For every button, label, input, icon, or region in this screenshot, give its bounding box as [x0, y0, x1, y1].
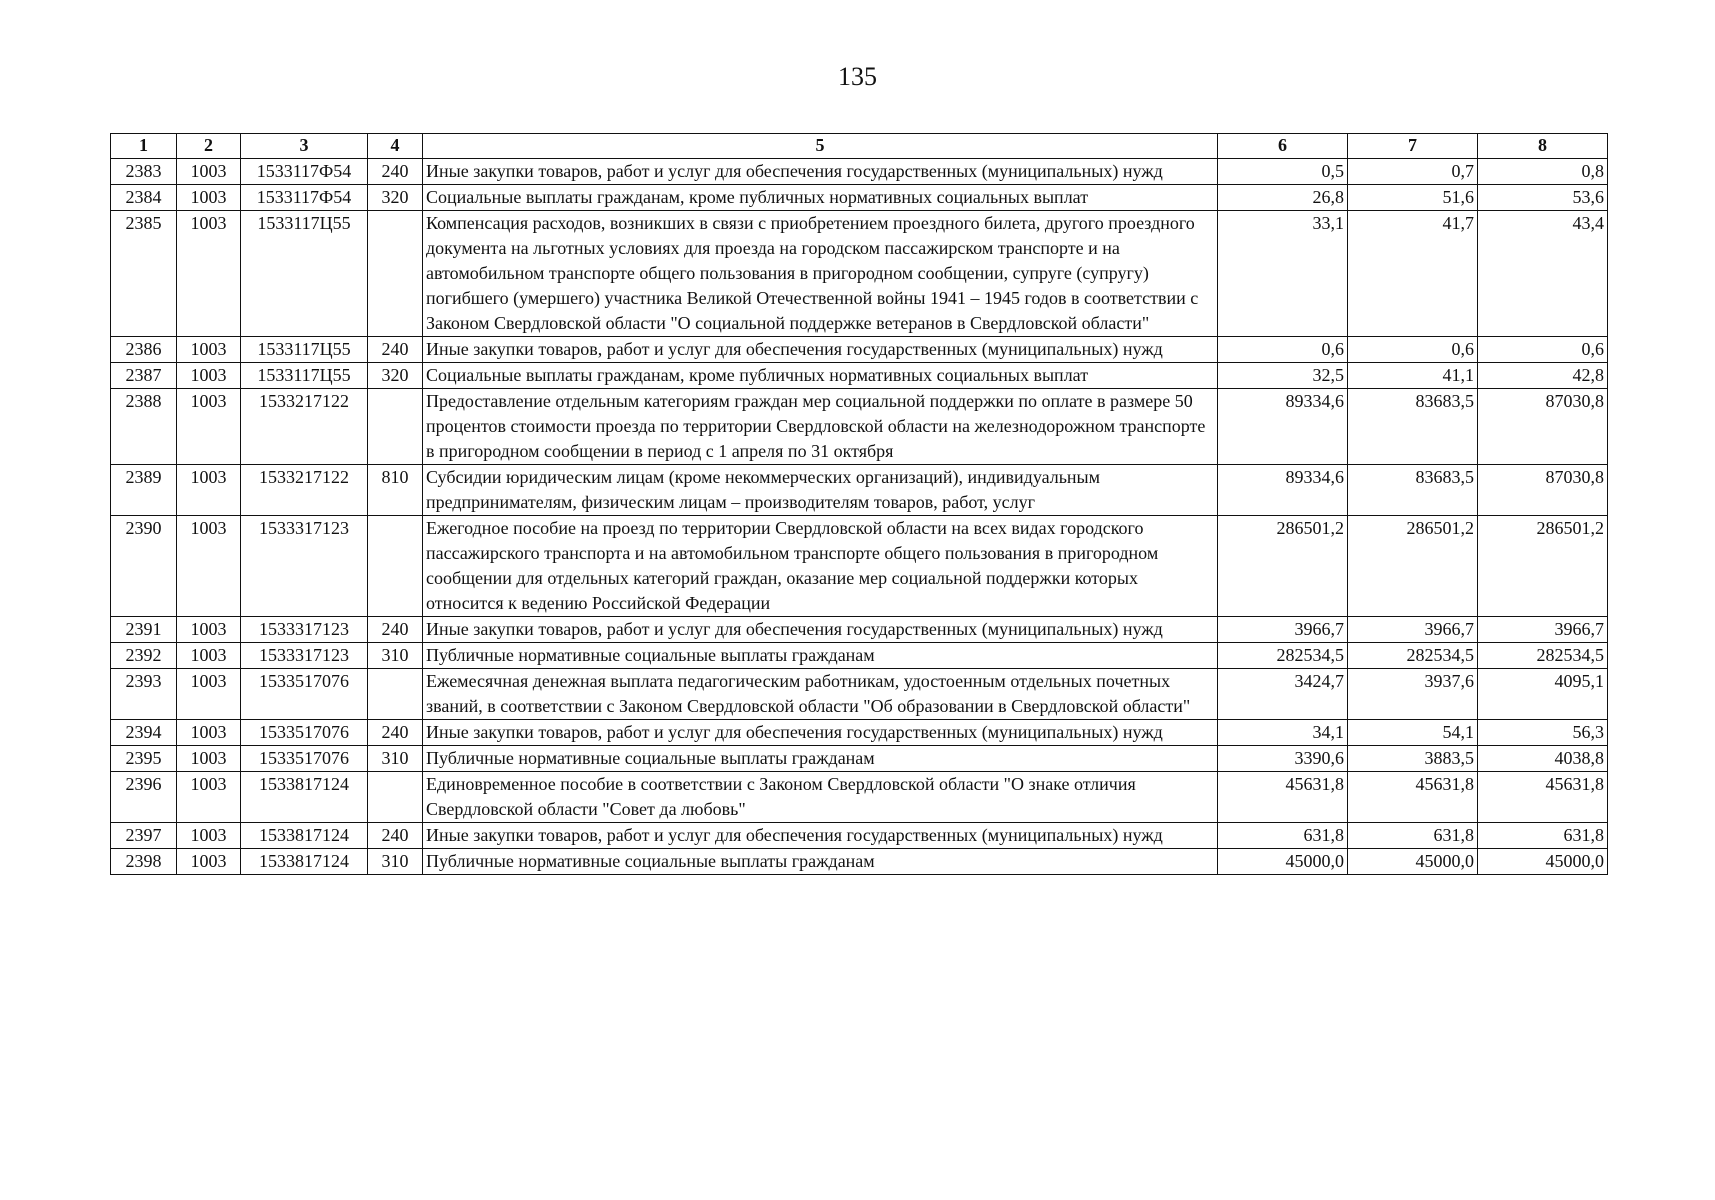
expense-type-cell: 310: [368, 849, 423, 875]
section-code-cell: 1003: [177, 720, 241, 746]
target-code-cell: 1533117Ф54: [241, 185, 368, 211]
row-number-cell: 2388: [111, 389, 177, 465]
amount-col7-cell: 0,7: [1348, 159, 1478, 185]
amount-col8-cell: 286501,2: [1478, 516, 1608, 617]
target-code-cell: 1533117Ц55: [241, 211, 368, 337]
header-cell: 7: [1348, 134, 1478, 159]
row-number-cell: 2387: [111, 363, 177, 389]
table-row: [111, 337, 1608, 363]
amount-col7-cell: 41,1: [1348, 363, 1478, 389]
expense-type-cell: [368, 516, 423, 617]
section-code-cell: 1003: [177, 465, 241, 516]
description-cell: Предоставление отдельным категориям граждан мер социальной поддержки по оплате в размере 50 процентов стоимости проезда по территории Свердловской области на железнодорожном транспорте в пригородном сообщении в период с 1 апреля по 31 октября: [423, 389, 1218, 465]
expense-type-cell: [368, 669, 423, 720]
row-number-cell: 2384: [111, 185, 177, 211]
expense-type-cell: 320: [368, 363, 423, 389]
header-cell: 4: [368, 134, 423, 159]
amount-col7-cell: 286501,2: [1348, 516, 1478, 617]
table-row: [111, 746, 1608, 772]
amount-col6-cell: 282534,5: [1218, 643, 1348, 669]
amount-col6-cell: 26,8: [1218, 185, 1348, 211]
row-number-cell: 2393: [111, 669, 177, 720]
section-code-cell: 1003: [177, 617, 241, 643]
target-code-cell: 1533117Ц55: [241, 363, 368, 389]
description-cell: Ежемесячная денежная выплата педагогическим работникам, удостоенным отдельных почетных званий, в соответствии с Законом Свердловской области "Об образовании в Свердловской области": [423, 669, 1218, 720]
expense-type-cell: [368, 389, 423, 465]
amount-col6-cell: 89334,6: [1218, 465, 1348, 516]
header-cell: 3: [241, 134, 368, 159]
target-code-cell: 1533517076: [241, 669, 368, 720]
row-number-cell: 2383: [111, 159, 177, 185]
header-cell: 5: [423, 134, 1218, 159]
description-cell: Единовременное пособие в соответствии с Законом Свердловской области "О знаке отличия Свердловской области "Совет да любовь": [423, 772, 1218, 823]
target-code-cell: 1533217122: [241, 465, 368, 516]
section-code-cell: 1003: [177, 746, 241, 772]
row-number-cell: 2389: [111, 465, 177, 516]
table-row: [111, 720, 1608, 746]
target-code-cell: 1533117Ф54: [241, 159, 368, 185]
amount-col6-cell: 45631,8: [1218, 772, 1348, 823]
amount-col8-cell: 0,6: [1478, 337, 1608, 363]
target-code-cell: 1533117Ц55: [241, 337, 368, 363]
amount-col7-cell: 45631,8: [1348, 772, 1478, 823]
header-cell: 8: [1478, 134, 1608, 159]
section-code-cell: 1003: [177, 823, 241, 849]
section-code-cell: 1003: [177, 159, 241, 185]
amount-col7-cell: 83683,5: [1348, 465, 1478, 516]
row-number-cell: 2386: [111, 337, 177, 363]
amount-col6-cell: 89334,6: [1218, 389, 1348, 465]
target-code-cell: 1533817124: [241, 849, 368, 875]
table-row: [111, 211, 1608, 337]
description-cell: Социальные выплаты гражданам, кроме публичных нормативных социальных выплат: [423, 185, 1218, 211]
expense-type-cell: 810: [368, 465, 423, 516]
section-code-cell: 1003: [177, 211, 241, 337]
description-cell: Компенсация расходов, возникших в связи с приобретением проездного билета, другого проездного документа на льготных условиях для проезда на городском пассажирском транспорте и на автомобильном транспорте общего пользования в пригородном сообщении, супруге (супругу) погибшего (умершего) участника Великой Отечественной войны 1941 – 1945 годов в соответствии с Законом Свердловской области "О социальной поддержке ветеранов в Свердловской области": [423, 211, 1218, 337]
amount-col6-cell: 0,5: [1218, 159, 1348, 185]
amount-col8-cell: 43,4: [1478, 211, 1608, 337]
description-cell: Публичные нормативные социальные выплаты гражданам: [423, 849, 1218, 875]
amount-col7-cell: 0,6: [1348, 337, 1478, 363]
amount-col8-cell: 282534,5: [1478, 643, 1608, 669]
table-row: [111, 516, 1608, 617]
row-number-cell: 2394: [111, 720, 177, 746]
header-cell: 1: [111, 134, 177, 159]
target-code-cell: 1533517076: [241, 746, 368, 772]
table-row: [111, 849, 1608, 875]
target-code-cell: 1533817124: [241, 823, 368, 849]
table-header-row: [111, 134, 1608, 159]
row-number-cell: 2398: [111, 849, 177, 875]
amount-col7-cell: 45000,0: [1348, 849, 1478, 875]
table-row: [111, 643, 1608, 669]
target-code-cell: 1533317123: [241, 643, 368, 669]
description-cell: Иные закупки товаров, работ и услуг для обеспечения государственных (муниципальных) нужд: [423, 159, 1218, 185]
budget-table: [110, 133, 1608, 875]
table-row: [111, 772, 1608, 823]
amount-col6-cell: 3424,7: [1218, 669, 1348, 720]
header-cell: 6: [1218, 134, 1348, 159]
expense-type-cell: 320: [368, 185, 423, 211]
description-cell: Иные закупки товаров, работ и услуг для обеспечения государственных (муниципальных) нужд: [423, 337, 1218, 363]
amount-col7-cell: 41,7: [1348, 211, 1478, 337]
amount-col6-cell: 3966,7: [1218, 617, 1348, 643]
table-row: [111, 465, 1608, 516]
amount-col6-cell: 631,8: [1218, 823, 1348, 849]
description-cell: Иные закупки товаров, работ и услуг для обеспечения государственных (муниципальных) нужд: [423, 720, 1218, 746]
amount-col8-cell: 45631,8: [1478, 772, 1608, 823]
table-row: [111, 363, 1608, 389]
amount-col6-cell: 33,1: [1218, 211, 1348, 337]
amount-col8-cell: 42,8: [1478, 363, 1608, 389]
section-code-cell: 1003: [177, 772, 241, 823]
amount-col7-cell: 282534,5: [1348, 643, 1478, 669]
amount-col6-cell: 0,6: [1218, 337, 1348, 363]
amount-col8-cell: 87030,8: [1478, 465, 1608, 516]
amount-col7-cell: 3937,6: [1348, 669, 1478, 720]
amount-col7-cell: 3966,7: [1348, 617, 1478, 643]
amount-col7-cell: 54,1: [1348, 720, 1478, 746]
table-row: [111, 185, 1608, 211]
expense-type-cell: 240: [368, 337, 423, 363]
description-cell: Публичные нормативные социальные выплаты гражданам: [423, 746, 1218, 772]
table-row: [111, 617, 1608, 643]
row-number-cell: 2385: [111, 211, 177, 337]
section-code-cell: 1003: [177, 669, 241, 720]
row-number-cell: 2391: [111, 617, 177, 643]
amount-col8-cell: 4038,8: [1478, 746, 1608, 772]
description-cell: Социальные выплаты гражданам, кроме публичных нормативных социальных выплат: [423, 363, 1218, 389]
amount-col8-cell: 0,8: [1478, 159, 1608, 185]
row-number-cell: 2390: [111, 516, 177, 617]
description-cell: Иные закупки товаров, работ и услуг для обеспечения государственных (муниципальных) нужд: [423, 823, 1218, 849]
description-cell: Ежегодное пособие на проезд по территории Свердловской области на всех видах городского пассажирского транспорта и на автомобильном транспорте общего пользования в пригородном сообщении для отдельных категорий граждан, оказание мер социальной поддержки которых относится к ведению Российской Федерации: [423, 516, 1218, 617]
amount-col8-cell: 87030,8: [1478, 389, 1608, 465]
row-number-cell: 2392: [111, 643, 177, 669]
amount-col7-cell: 631,8: [1348, 823, 1478, 849]
amount-col8-cell: 3966,7: [1478, 617, 1608, 643]
row-number-cell: 2397: [111, 823, 177, 849]
amount-col6-cell: 45000,0: [1218, 849, 1348, 875]
amount-col8-cell: 631,8: [1478, 823, 1608, 849]
table-row: [111, 823, 1608, 849]
expense-type-cell: 240: [368, 720, 423, 746]
amount-col7-cell: 3883,5: [1348, 746, 1478, 772]
section-code-cell: 1003: [177, 337, 241, 363]
amount-col7-cell: 83683,5: [1348, 389, 1478, 465]
target-code-cell: 1533517076: [241, 720, 368, 746]
expense-type-cell: [368, 211, 423, 337]
page-number: 135: [838, 62, 877, 91]
amount-col6-cell: 3390,6: [1218, 746, 1348, 772]
description-cell: Публичные нормативные социальные выплаты гражданам: [423, 643, 1218, 669]
table-row: [111, 159, 1608, 185]
section-code-cell: 1003: [177, 185, 241, 211]
target-code-cell: 1533817124: [241, 772, 368, 823]
section-code-cell: 1003: [177, 516, 241, 617]
row-number-cell: 2395: [111, 746, 177, 772]
section-code-cell: 1003: [177, 389, 241, 465]
table-row: [111, 389, 1608, 465]
amount-col6-cell: 34,1: [1218, 720, 1348, 746]
amount-col8-cell: 56,3: [1478, 720, 1608, 746]
amount-col7-cell: 51,6: [1348, 185, 1478, 211]
amount-col6-cell: 32,5: [1218, 363, 1348, 389]
description-cell: Субсидии юридическим лицам (кроме некоммерческих организаций), индивидуальным предпринимателям, физическим лицам – производителям товаров, работ, услуг: [423, 465, 1218, 516]
description-cell: Иные закупки товаров, работ и услуг для обеспечения государственных (муниципальных) нужд: [423, 617, 1218, 643]
target-code-cell: 1533217122: [241, 389, 368, 465]
expense-type-cell: 240: [368, 159, 423, 185]
target-code-cell: 1533317123: [241, 617, 368, 643]
amount-col6-cell: 286501,2: [1218, 516, 1348, 617]
expense-type-cell: 240: [368, 617, 423, 643]
target-code-cell: 1533317123: [241, 516, 368, 617]
expense-type-cell: [368, 772, 423, 823]
expense-type-cell: 310: [368, 746, 423, 772]
expense-type-cell: 240: [368, 823, 423, 849]
amount-col8-cell: 45000,0: [1478, 849, 1608, 875]
section-code-cell: 1003: [177, 643, 241, 669]
expense-type-cell: 310: [368, 643, 423, 669]
table-row: [111, 669, 1608, 720]
amount-col8-cell: 4095,1: [1478, 669, 1608, 720]
row-number-cell: 2396: [111, 772, 177, 823]
header-cell: 2: [177, 134, 241, 159]
section-code-cell: 1003: [177, 849, 241, 875]
section-code-cell: 1003: [177, 363, 241, 389]
amount-col8-cell: 53,6: [1478, 185, 1608, 211]
